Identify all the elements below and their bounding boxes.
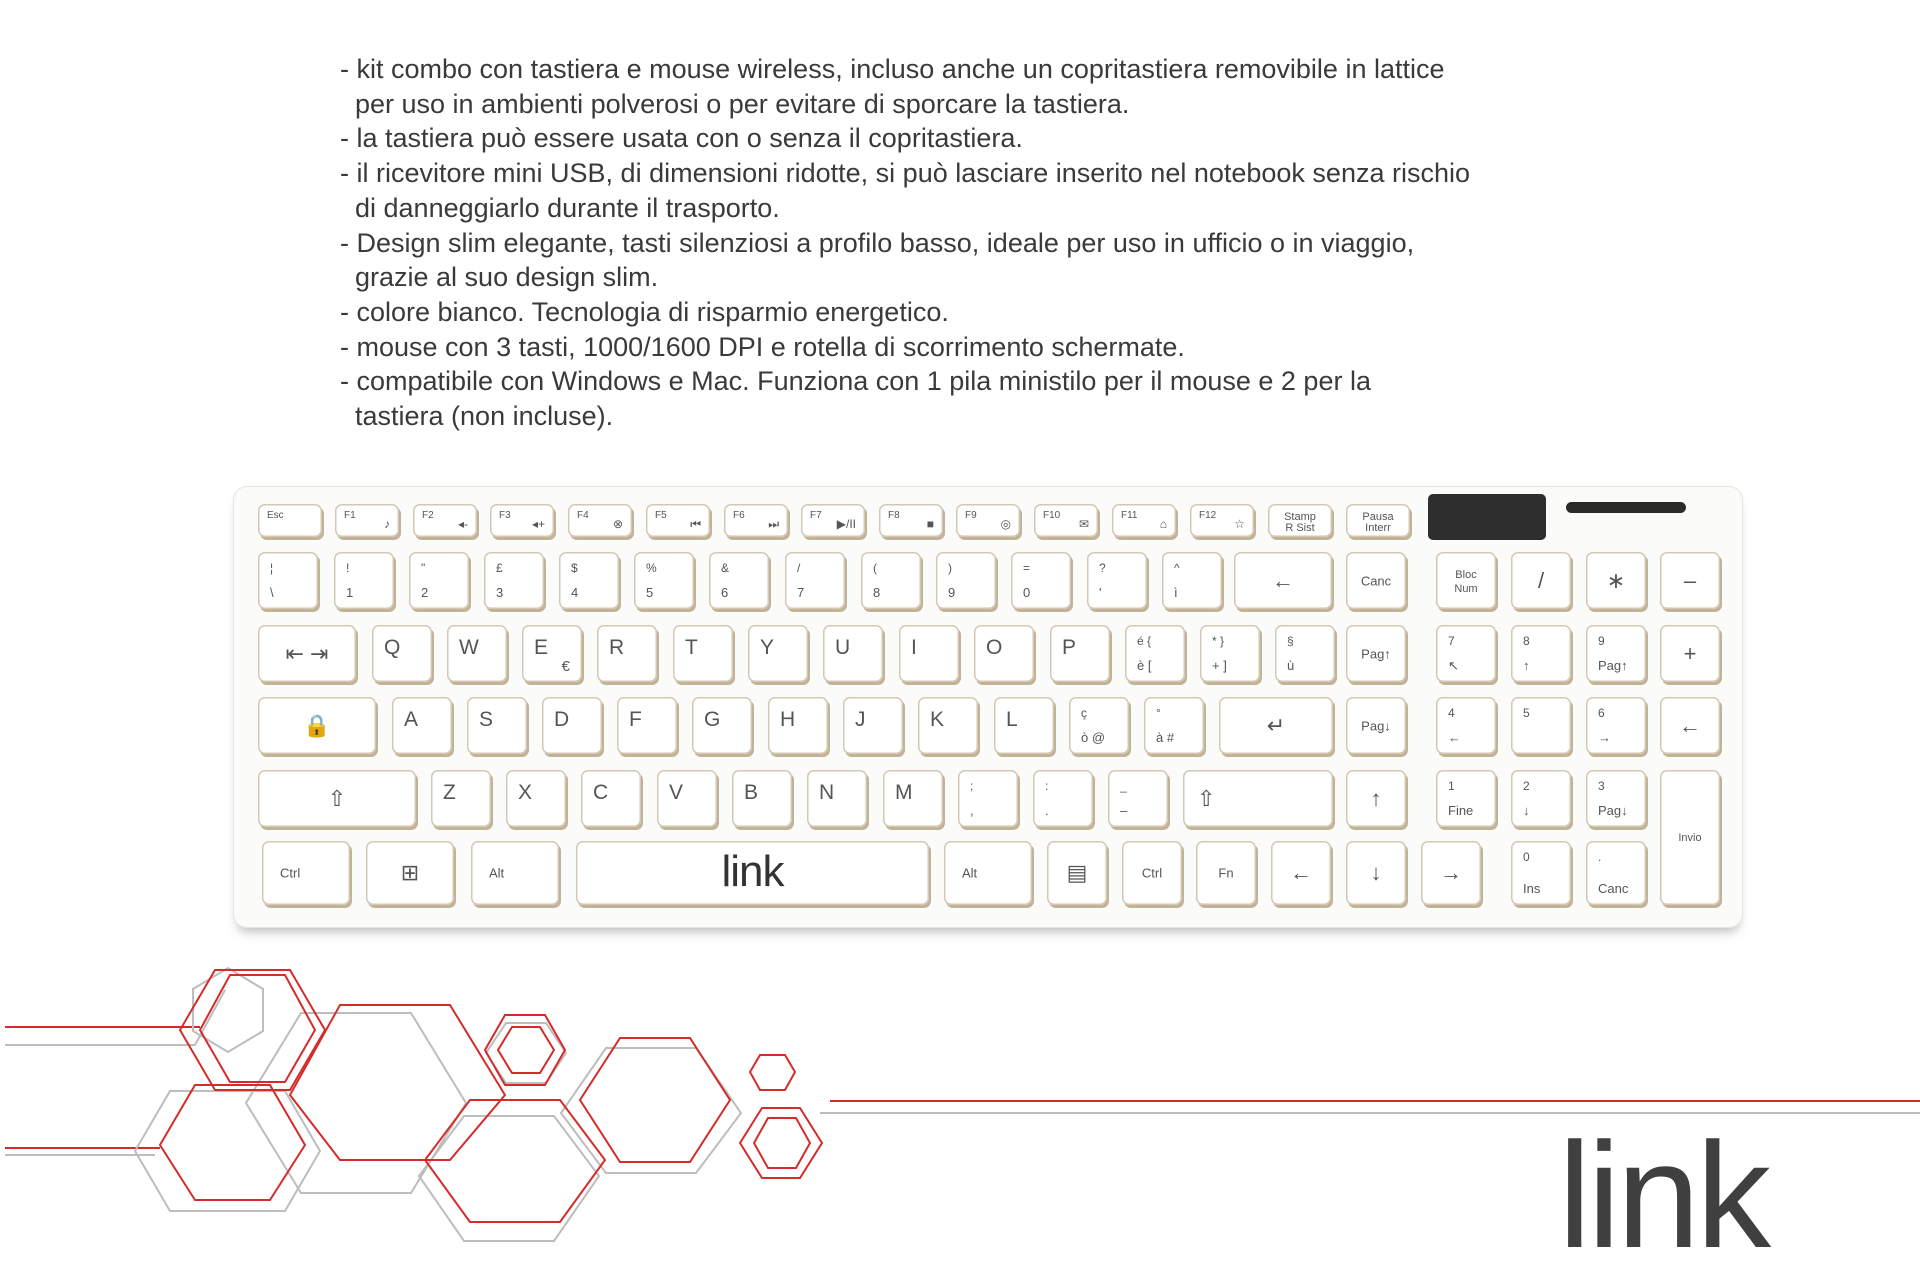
number-key	[634, 552, 694, 609]
symbol-key-label: ;	[970, 779, 974, 793]
function-key-label: ◂-	[457, 517, 468, 531]
letter-key	[506, 770, 566, 827]
letter-key-label: R	[609, 636, 625, 659]
number-key-label: 3	[496, 585, 504, 600]
fn-key-label: Fn	[1218, 865, 1234, 881]
numpad-9-key	[1586, 625, 1646, 682]
letter-key	[918, 697, 978, 754]
number-key-label: '	[1099, 585, 1102, 600]
description-line: - Design slim elegante, tasti silenziosi a profilo basso, ideale per uso in ufficio o in viaggio,	[340, 227, 1415, 258]
letter-key-label: P	[1062, 636, 1077, 659]
function-key-label: F6	[733, 510, 745, 521]
numpad-1-key	[1436, 770, 1496, 827]
numpad-2-key	[1511, 770, 1571, 827]
numpad-7-key-label: 7	[1448, 634, 1455, 648]
symbol-key	[1108, 770, 1168, 827]
pause-key-label: Pausa	[1362, 511, 1394, 524]
left-alt-key-label: Alt	[489, 865, 505, 881]
function-key	[724, 504, 788, 537]
tab-key	[258, 625, 356, 682]
windows-key-label: ⊞	[400, 860, 420, 885]
page-up-key-label: Pag↑	[1361, 646, 1391, 661]
number-key	[1011, 552, 1071, 609]
right-ctrl-key-label: Ctrl	[1141, 865, 1163, 881]
letter-key-label: F	[629, 708, 642, 731]
tab-key-label: ⇤ ⇥	[285, 640, 329, 666]
symbol-key	[1125, 625, 1185, 682]
description-line: per uso in ambienti polverosi o per evitare di sporcare la tastiera.	[340, 88, 1130, 119]
description-line: tastiera (non incluse).	[340, 401, 614, 432]
number-key	[709, 552, 769, 609]
letter-key	[467, 697, 527, 754]
number-key-label: %	[646, 561, 657, 575]
symbol-key	[958, 770, 1018, 827]
caps-lock-key	[258, 697, 376, 754]
symbol-key-label: + ]	[1212, 658, 1227, 673]
symbol-key	[1069, 697, 1129, 754]
numpad-0-key-label: 0	[1523, 850, 1530, 864]
number-key-label: $	[571, 561, 578, 575]
product-description	[340, 52, 1640, 434]
numpad-dot-key	[1586, 841, 1646, 905]
letter-key-label: A	[404, 708, 419, 731]
number-key-label: 8	[873, 585, 881, 600]
symbol-key-label: ù	[1287, 658, 1295, 673]
right-ctrl-key	[1122, 841, 1182, 905]
numpad-enter-key-label: Invio	[1678, 831, 1702, 844]
right-alt-key	[944, 841, 1032, 905]
page-down-key	[1346, 697, 1406, 754]
number-key-label: 5	[646, 585, 654, 600]
numpad-8-key-label: ↑	[1523, 658, 1530, 673]
function-key	[1190, 504, 1254, 537]
letter-key-label: Z	[443, 781, 456, 804]
function-key-label: ⌂	[1159, 517, 1167, 531]
numpad-minus-key-label: –	[1683, 567, 1697, 593]
letter-key-label: T	[685, 636, 698, 659]
function-key	[490, 504, 554, 537]
delete-key-label: Canc	[1360, 573, 1392, 588]
symbol-key-label: §	[1287, 634, 1294, 648]
symbol-key-label: é {	[1137, 634, 1152, 648]
number-key-label: !	[346, 561, 350, 575]
function-key-label: F7	[810, 510, 822, 521]
function-key-label: ▶/II	[836, 517, 856, 531]
description-line: di danneggiarlo durante il trasporto.	[340, 192, 780, 223]
number-key-label: 1	[346, 585, 354, 600]
numpad-dot-key-label: Canc	[1598, 881, 1629, 896]
numpad-7-key-label: ↖	[1448, 658, 1459, 673]
letter-key-label: X	[518, 781, 533, 804]
number-key-label: 9	[948, 585, 956, 600]
num-lock-key-label: Bloc	[1455, 568, 1477, 581]
space-bar	[576, 841, 929, 905]
letter-key	[843, 697, 903, 754]
number-key	[861, 552, 921, 609]
left-shift-key-label: ⇧	[327, 785, 347, 811]
letter-key-label: Y	[760, 636, 775, 659]
letter-key	[692, 697, 752, 754]
number-key-label: 4	[571, 585, 579, 600]
letter-key-label: K	[930, 708, 945, 731]
letter-key-label: D	[554, 708, 570, 731]
left-ctrl-key	[262, 841, 350, 905]
letter-key	[748, 625, 808, 682]
function-key	[335, 504, 399, 537]
menu-key-label: ▤	[1066, 860, 1088, 885]
number-key	[258, 552, 318, 609]
number-key	[559, 552, 619, 609]
right-shift-key	[1183, 770, 1333, 827]
arrow-up-key-label: ↑	[1370, 785, 1382, 811]
number-key	[785, 552, 845, 609]
function-key-label: ✉	[1078, 517, 1089, 531]
function-key-label: ☆	[1234, 517, 1245, 531]
numpad-3-key-label: 3	[1598, 779, 1605, 793]
letter-key-label: E	[534, 636, 549, 659]
print-screen-key-label: R Sist	[1285, 521, 1315, 534]
symbol-key-label: * }	[1212, 634, 1225, 648]
letter-key-label: H	[780, 708, 796, 731]
arrow-up-key	[1346, 770, 1406, 827]
description-line: - la tastiera può essere usata con o senza il copritastiera.	[340, 123, 1023, 154]
left-shift-key	[258, 770, 416, 827]
function-key-label: F12	[1199, 510, 1217, 521]
letter-key-label: O	[986, 636, 1003, 659]
letter-key	[974, 625, 1034, 682]
letter-key-label: J	[855, 708, 866, 731]
letter-key-label: M	[895, 781, 913, 804]
numpad-8-key	[1511, 625, 1571, 682]
symbol-key-label: _	[1120, 779, 1127, 793]
number-key	[1162, 552, 1222, 609]
backspace-key-label: ←	[1272, 567, 1294, 593]
symbol-key	[1275, 625, 1335, 682]
function-key	[568, 504, 632, 537]
letter-key-label: B	[744, 781, 759, 804]
number-key	[334, 552, 394, 609]
description-line: - kit combo con tastiera e mouse wireless, incluso anche un copritastiera removibile in lattice	[340, 54, 1445, 84]
numpad-3-key-label: Pag↓	[1598, 803, 1628, 818]
function-key-label: F8	[888, 510, 900, 521]
num-lock-key-label: Num	[1454, 583, 1478, 596]
number-key-label: (	[873, 561, 877, 575]
symbol-key-label: :	[1045, 779, 1049, 793]
numpad-0-key-label: Ins	[1523, 881, 1541, 896]
function-key	[646, 504, 710, 537]
right-alt-key-label: Alt	[962, 865, 978, 881]
enter-key-label: ↵	[1266, 712, 1286, 738]
function-key-label: ⏮	[690, 517, 701, 531]
letter-key-label: G	[704, 708, 721, 731]
function-key	[258, 504, 322, 537]
number-key	[484, 552, 544, 609]
number-key	[936, 552, 996, 609]
letter-key-label: V	[669, 781, 684, 804]
letter-key-label: C	[593, 781, 609, 804]
numpad-7-key	[1436, 625, 1496, 682]
number-key-label: =	[1023, 561, 1031, 575]
arrow-right-key-label: →	[1440, 860, 1462, 885]
number-key-label: ?	[1099, 561, 1106, 575]
function-key	[1112, 504, 1176, 537]
numpad-9-key-label: Pag↑	[1598, 658, 1628, 673]
function-key-label: Esc	[267, 510, 284, 521]
numpad-5-key	[1511, 697, 1571, 754]
letter-key	[657, 770, 717, 827]
letter-key	[883, 770, 943, 827]
function-key-label: F3	[499, 510, 511, 521]
numpad-divide-key	[1511, 552, 1571, 609]
function-key	[1034, 504, 1098, 537]
letter-key-label: I	[911, 636, 917, 659]
function-key	[801, 504, 865, 537]
function-key	[879, 504, 943, 537]
number-key-label: 2	[421, 585, 429, 600]
description-line: - mouse con 3 tasti, 1000/1600 DPI e rotella di scorrimento schermate.	[340, 331, 1185, 362]
function-key-label: F5	[655, 510, 667, 521]
fn-key	[1196, 841, 1256, 905]
function-key-label: F2	[422, 510, 434, 521]
function-key-label: F9	[965, 510, 977, 521]
symbol-key-label: à #	[1156, 730, 1175, 745]
symbol-key-label: .	[1045, 803, 1049, 818]
left-alt-key	[471, 841, 559, 905]
arrow-down-key-label: ↓	[1370, 860, 1382, 885]
function-key-label: ◎	[1000, 517, 1011, 531]
letter-key	[1050, 625, 1110, 682]
description-line: - compatibile con Windows e Mac. Funziona con 1 pila ministilo per il mouse e 2 per la	[340, 366, 1371, 397]
symbol-key-label: è [	[1137, 658, 1152, 673]
arrow-right-key	[1421, 841, 1481, 905]
letter-key	[581, 770, 641, 827]
page-up-key	[1346, 625, 1406, 682]
function-key-label: ♪	[384, 517, 390, 531]
letter-key	[597, 625, 657, 682]
receiver-slot	[1566, 502, 1686, 513]
numpad-back-key-label: ←	[1679, 712, 1701, 738]
letter-key	[768, 697, 828, 754]
enter-key	[1219, 697, 1333, 754]
keyboard-photo	[233, 486, 1743, 928]
arrow-left-key	[1271, 841, 1331, 905]
number-key-label: ¦	[270, 561, 274, 575]
letter-key	[431, 770, 491, 827]
function-key-label: ⊗	[612, 517, 623, 531]
letter-key-label: U	[835, 636, 851, 659]
print-screen-key-label: Stamp	[1284, 511, 1316, 524]
symbol-key-label: –	[1120, 803, 1128, 818]
function-key-label: F10	[1043, 510, 1061, 521]
pause-key	[1346, 504, 1410, 537]
numpad-1-key-label: Fine	[1448, 803, 1474, 818]
function-key-label: F11	[1121, 510, 1138, 521]
description-line: - colore bianco. Tecnologia di risparmio energetico.	[340, 296, 949, 327]
letter-key	[522, 625, 582, 682]
symbol-key-label: ç	[1081, 706, 1087, 720]
letter-key-label: L	[1006, 708, 1018, 731]
numpad-multiply-key-label: ∗	[1606, 567, 1626, 593]
letter-key-label: W	[459, 636, 479, 659]
arrow-down-key	[1346, 841, 1406, 905]
letter-key	[994, 697, 1054, 754]
symbol-key-label: °	[1156, 706, 1161, 720]
pause-key-label: Interr	[1365, 521, 1391, 534]
numpad-back-key	[1660, 697, 1720, 754]
numpad-9-key-label: 9	[1598, 634, 1605, 648]
letter-key-label: €	[561, 658, 570, 675]
function-key-label: F4	[577, 510, 589, 521]
symbol-key	[1033, 770, 1093, 827]
number-key-label: 0	[1023, 585, 1031, 600]
space-bar-label: link	[721, 847, 784, 896]
number-key-label: ^	[1174, 561, 1180, 575]
number-key-label: £	[496, 561, 503, 575]
letter-key	[372, 625, 432, 682]
num-lock-key	[1436, 552, 1496, 609]
backspace-key	[1234, 552, 1332, 609]
letter-key	[673, 625, 733, 682]
letter-key	[807, 770, 867, 827]
function-key-label: F1	[344, 510, 356, 521]
numpad-enter-key	[1660, 770, 1720, 905]
letter-key	[392, 697, 452, 754]
number-key	[409, 552, 469, 609]
description-line: grazie al suo design slim.	[340, 262, 659, 293]
print-screen-key	[1268, 504, 1332, 537]
number-key-label: "	[421, 561, 426, 575]
function-key-label: ■	[926, 517, 934, 531]
numpad-6-key-label: →	[1598, 730, 1611, 745]
number-key-label: 7	[797, 585, 805, 600]
letter-key-label: Q	[384, 636, 401, 659]
menu-key	[1047, 841, 1107, 905]
numpad-multiply-key	[1586, 552, 1646, 609]
numpad-4-key-label: 4	[1448, 706, 1455, 720]
number-key-label: \	[270, 585, 274, 600]
windows-key	[366, 841, 454, 905]
page-down-key-label: Pag↓	[1361, 718, 1391, 733]
function-key	[956, 504, 1020, 537]
numpad-1-key-label: 1	[1448, 779, 1455, 793]
caps-lock-key-label: 🔒	[303, 712, 331, 738]
arrow-left-key-label: ←	[1290, 860, 1312, 885]
function-key	[413, 504, 477, 537]
number-key-label: /	[797, 561, 801, 575]
numpad-dot-key-label: .	[1598, 850, 1602, 864]
function-key-label: ◂+	[531, 517, 545, 531]
right-shift-key-label: ⇧	[1197, 785, 1216, 811]
number-key-label: ì	[1174, 585, 1178, 600]
number-key-label: 6	[721, 585, 729, 600]
numpad-divide-key-label: /	[1537, 567, 1545, 593]
numpad-0-key	[1511, 841, 1571, 905]
numpad-6-key	[1586, 697, 1646, 754]
numpad-4-key-label: ←	[1448, 730, 1461, 745]
letter-key	[617, 697, 677, 754]
symbol-key	[1144, 697, 1204, 754]
numpad-8-key-label: 8	[1523, 634, 1530, 648]
numpad-3-key	[1586, 770, 1646, 827]
numpad-2-key-label: ↓	[1523, 803, 1530, 818]
numpad-6-key-label: 6	[1598, 706, 1605, 720]
number-key	[1087, 552, 1147, 609]
number-key-label: )	[948, 561, 952, 575]
numpad-plus-key	[1660, 625, 1720, 682]
numpad-4-key	[1436, 697, 1496, 754]
usb-receiver	[1428, 494, 1546, 540]
number-key-label: &	[721, 561, 730, 575]
symbol-key-label: ,	[970, 803, 974, 818]
delete-key	[1346, 552, 1406, 609]
letter-key	[542, 697, 602, 754]
letter-key	[899, 625, 959, 682]
letter-key	[732, 770, 792, 827]
letter-key	[823, 625, 883, 682]
letter-key-label: S	[479, 708, 494, 731]
numpad-plus-key-label: +	[1683, 640, 1697, 666]
description-line: - il ricevitore mini USB, di dimensioni ridotte, si può lasciare inserito nel notebook senza rischio	[340, 158, 1471, 189]
symbol-key	[1200, 625, 1260, 682]
letter-key-label: N	[819, 781, 835, 804]
brand-logo: link	[1558, 1111, 1768, 1279]
numpad-minus-key	[1660, 552, 1720, 609]
numpad-2-key-label: 2	[1523, 779, 1530, 793]
function-key-label: ⏭	[768, 517, 779, 531]
symbol-key-label: ò @	[1081, 730, 1106, 745]
numpad-5-key-label: 5	[1523, 706, 1530, 720]
letter-key	[447, 625, 507, 682]
left-ctrl-key-label: Ctrl	[280, 865, 301, 881]
